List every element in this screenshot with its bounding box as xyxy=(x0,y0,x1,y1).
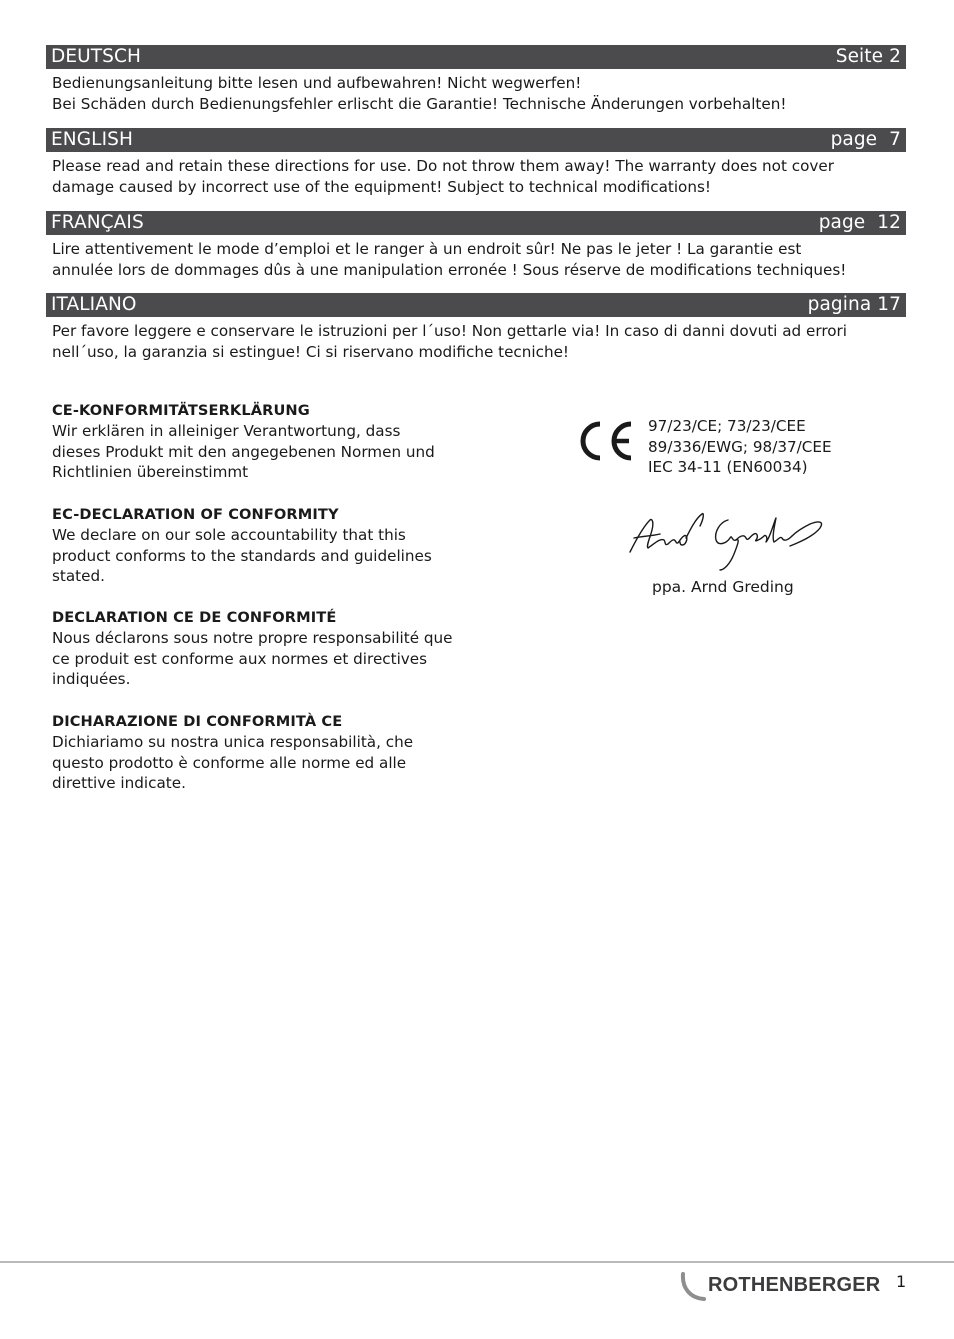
declaration-line: Richtlinien übereinstimmt xyxy=(52,463,249,482)
notice-line: annulée lors de dommages dûs à une manipulation erronée ! Sous réserve de modifications techniques! xyxy=(52,260,847,279)
lang-notice xyxy=(46,235,906,280)
lang-header-bar xyxy=(46,128,906,152)
lang-header-bar xyxy=(46,211,906,235)
lang-page-ref: pagina 17 xyxy=(807,294,901,315)
declaration-line: product conforms to the standards and guidelines xyxy=(52,546,432,565)
notice-line: Bei Schäden durch Bedienungsfehler erlischt die Garantie! Technische Änderungen vorbehalten! xyxy=(52,94,787,113)
declaration-it xyxy=(52,712,492,794)
lang-section-italiano xyxy=(46,293,906,362)
signer-name: ppa. Arnd Greding xyxy=(652,578,794,596)
page-number: 1 xyxy=(896,1272,907,1291)
lang-header-bar xyxy=(46,293,906,317)
lang-section-francais xyxy=(46,211,906,280)
footer-divider xyxy=(0,1261,954,1263)
lang-name: ENGLISH xyxy=(51,129,133,150)
notice-line: Lire attentivement le mode d’emploi et le ranger à un endroit sûr! Ne pas le jeter ! La garantie est xyxy=(52,240,802,258)
lang-name: ITALIANO xyxy=(51,294,137,315)
notice-line: damage caused by incorrect use of the equipment! Subject to technical modifications! xyxy=(52,177,711,196)
lang-section-deutsch xyxy=(46,45,906,114)
declaration-heading: CE-KONFORMITÄTSERKLÄRUNG xyxy=(52,402,310,419)
standard-line: 89/336/EWG; 98/37/CEE xyxy=(648,437,832,456)
handwritten-signature xyxy=(624,508,834,582)
ce-standards-list xyxy=(648,416,832,478)
lang-notice xyxy=(46,317,906,362)
declaration-line: dieses Produkt mit den angegebenen Normen und xyxy=(52,442,435,461)
declaration-fr xyxy=(52,608,492,690)
declaration-heading: EC-DECLARATION OF CONFORMITY xyxy=(52,506,339,523)
standard-line: IEC 34-11 (EN60034) xyxy=(648,458,808,476)
notice-line: Per favore leggere e conservare le istruzioni per l´uso! Non gettarle via! In caso di danni dovuti ad errori xyxy=(52,322,847,340)
declaration-line: Wir erklären in alleiniger Verantwortung, dass xyxy=(52,422,401,440)
declaration-line: stated. xyxy=(52,567,105,586)
declaration-line: Nous déclarons sous notre propre responsabilité que xyxy=(52,629,453,647)
declaration-line: direttive indicate. xyxy=(52,774,186,793)
declaration-line: ce produit est conforme aux normes et directives xyxy=(52,649,428,668)
brand-name: ROTHENBERGER xyxy=(708,1273,881,1296)
standard-line: 97/23/CE; 73/23/CEE xyxy=(648,417,806,435)
declaration-line: questo prodotto è conforme alle norme ed alle xyxy=(52,753,407,772)
lang-page-ref: page 7 xyxy=(830,129,901,150)
lang-notice xyxy=(46,152,906,197)
declaration-line: Dichiariamo su nostra unica responsabilità, che xyxy=(52,733,414,751)
notice-line: Please read and retain these directions for use. Do not throw them away! The warranty does not cover xyxy=(52,157,834,175)
ce-mark-icon xyxy=(576,420,636,466)
lang-name: DEUTSCH xyxy=(51,46,142,67)
lang-section-english xyxy=(46,128,906,197)
brand-swoosh-icon xyxy=(680,1268,706,1302)
lang-name: FRANÇAIS xyxy=(51,212,144,233)
lang-notice xyxy=(46,69,906,114)
declaration-line: indiquées. xyxy=(52,670,131,689)
lang-page-ref: page 12 xyxy=(818,212,901,233)
declaration-en xyxy=(52,505,492,587)
notice-line: Bedienungsanleitung bitte lesen und aufbewahren! Nicht wegwerfen! xyxy=(52,74,582,92)
brand-logo xyxy=(680,1268,880,1302)
declaration-heading: DECLARATION CE DE CONFORMITÉ xyxy=(52,609,337,626)
notice-line: nell´uso, la garanzia si estingue! Ci si riservano modifiche tecniche! xyxy=(52,342,570,361)
declaration-de xyxy=(52,401,492,483)
declaration-line: We declare on our sole accountability that this xyxy=(52,526,406,544)
declaration-heading: DICHARAZIONE DI CONFORMITÀ CE xyxy=(52,713,343,730)
lang-page-ref: Seite 2 xyxy=(835,46,901,67)
lang-header-bar xyxy=(46,45,906,69)
